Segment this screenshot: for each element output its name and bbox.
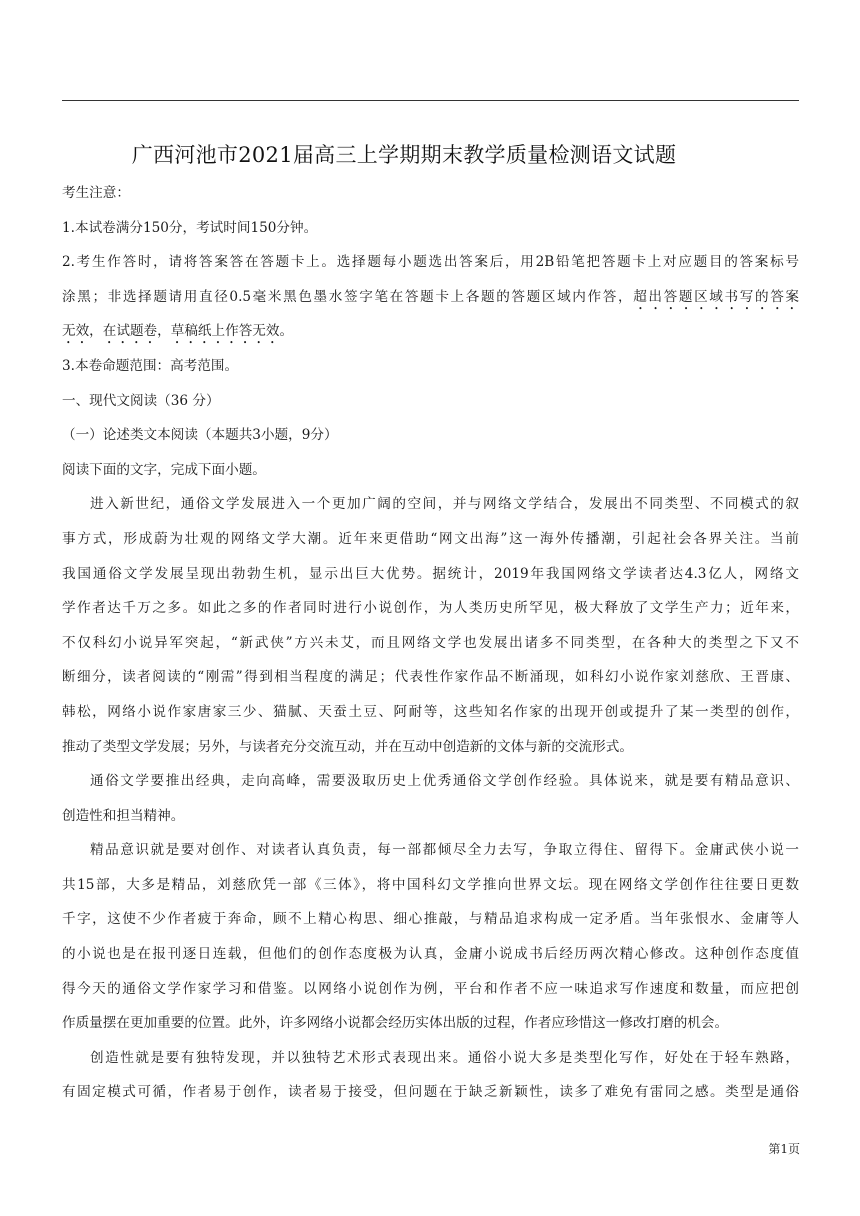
notice-item-2-line-3 bbox=[62, 314, 799, 349]
notice-item-1: 1.本试卷满分150分，考试时间150分钟。 bbox=[62, 219, 318, 236]
notice-item-3: 3.本卷命题范围：高考范围。 bbox=[62, 357, 239, 374]
paragraph-line: 我国通俗文学发展呈现出勃勃生机，显示出巨大优势。据统计，2019年我国网络文学读者达4.3亿人，网络文 bbox=[62, 565, 799, 582]
paragraph-line: 作质量摆在更加重要的位置。此外，许多网络小说都会经历实体出版的过程，作者应珍惜这一修改打磨的机会。 bbox=[62, 1015, 729, 1032]
paragraph-line: 有固定模式可循，作者易于创作，读者易于接受，但问题在于缺乏新颖性，读多了难免有雷同之感。类型是通俗 bbox=[62, 1084, 799, 1101]
notice-item-2-text: 涂黑；非选择题请用直径0.5毫米黑色墨水签字笔在答题卡上各题的答题区域内作答， bbox=[62, 288, 634, 305]
emphasized-text: 无效，在试题卷，草稿纸上作答无效 bbox=[62, 323, 280, 340]
paragraph-line: 事方式，形成蔚为壮观的网络文学大潮。近年来更借助“网文出海”这一海外传播潮，引起社会各界关注。当前 bbox=[62, 530, 799, 547]
paragraph-line: 得今天的通俗文学作家学习和借鉴。以网络小说创作为例，平台和作者不应一味追求写作速度和数量，而应把创 bbox=[62, 980, 799, 997]
paragraph-line: 精品意识就是要对创作、对读者认真负责，每一部都倾尽全力去写，争取立得住、留得下。金庸武侠小说一 bbox=[90, 842, 799, 859]
paragraph-line: 创造性和担当精神。 bbox=[62, 807, 185, 824]
paragraph-line: 不仅科幻小说异军突起，“新武侠”方兴未艾，而且网络文学也发展出诸多不同类型，在各种大的类型之下又不 bbox=[62, 634, 799, 651]
paragraph-line: 共15部，大多是精品，刘慈欣凭一部《三体》，将中国科幻文学推向世界文坛。现在网络文学创作往往要日更数 bbox=[62, 876, 799, 893]
emphasized-text: 超出答题区域书写的答案 bbox=[633, 288, 800, 305]
paragraph-line: 断细分，读者阅读的“刚需”得到相当程度的满足；代表性作家作品不断涌现，如科幻小说作家刘慈欣、王晋康、 bbox=[62, 669, 799, 686]
paragraph-line: 韩松，网络小说作家唐家三少、猫腻、天蚕土豆、阿耐等，这些知名作家的出现开创或提升了某一类型的创作， bbox=[62, 703, 799, 720]
paragraph-line: 进入新世纪，通俗文学发展进入一个更加广阔的空间，并与网络文学结合，发展出不同类型、不同模式的叙 bbox=[90, 496, 799, 513]
header-rule bbox=[62, 100, 799, 101]
page-title: 广西河池市2021届高三上学期期末教学质量检测语文试题 bbox=[131, 143, 677, 167]
paragraph-line: 的小说也是在报刊逐日连载，但他们的创作态度极为认真，金庸小说成书后经历两次精心修改。这种创作态度值 bbox=[62, 946, 799, 963]
section-heading: 一、现代文阅读（36 分） bbox=[62, 392, 220, 409]
notice-heading: 考生注意： bbox=[62, 185, 130, 201]
notice-item-2-line-2 bbox=[62, 280, 799, 315]
paragraph-line: 创造性就是要有独特发现，并以独特艺术形式表现出来。通俗小说大多是类型化写作，好处在于轻车熟路， bbox=[90, 1049, 799, 1066]
paragraph-line: 学作者达千万之多。如此之多的作者同时进行小说创作，为人类历史所罕见，极大释放了文学生产力；近年来， bbox=[62, 600, 799, 617]
document-body bbox=[62, 176, 799, 1110]
paragraph-line: 千字，这使不少作者疲于奔命，顾不上精心构思、细心推敲，与精品追求构成一定矛盾。当年张恨水、金庸等人 bbox=[62, 911, 799, 928]
notice-item-2-end: 。 bbox=[279, 323, 294, 340]
paragraph-line: 通俗文学要推出经典，走向高峰，需要汲取历史上优秀通俗文学创作经验。具体说来，就是要有精品意识、 bbox=[90, 773, 799, 790]
paragraph-line: 推动了类型文学发展；另外，与读者充分交流互动，并在互动中创造新的文体与新的交流形式。 bbox=[62, 738, 633, 755]
notice-item-2-line-1: 2.考生作答时，请将答案答在答题卡上。选择题每小题选出答案后，用2B铅笔把答题卡上对应题目的答案标号 bbox=[62, 254, 799, 271]
subsection-heading: （一）论述类文本阅读（本题共3小题，9分） bbox=[62, 427, 338, 444]
page-number: 第1页 bbox=[768, 1142, 800, 1156]
reading-instruction: 阅读下面的文字，完成下面小题。 bbox=[62, 461, 266, 478]
